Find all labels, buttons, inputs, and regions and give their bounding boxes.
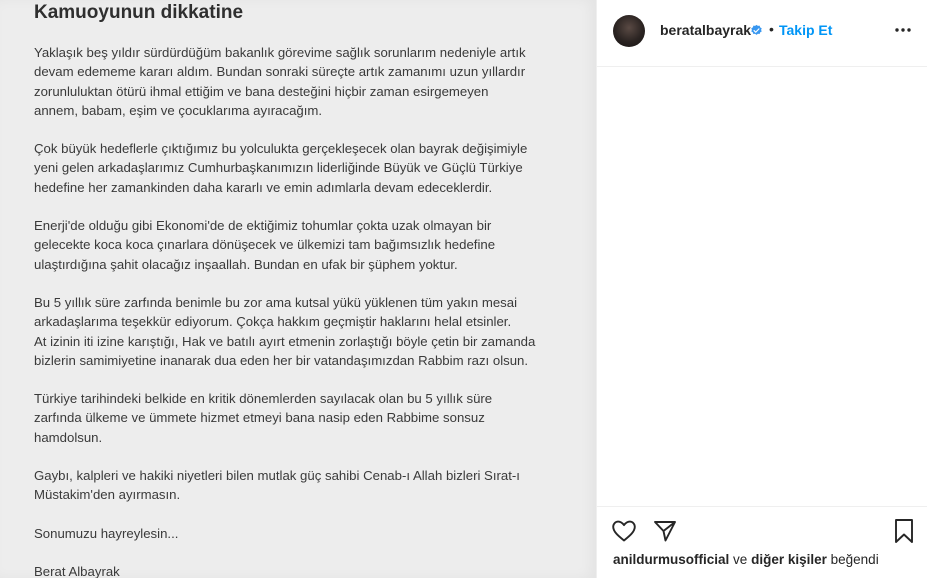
statement-line: arkadaşlarıma teşekkür ediyorum. Çokça hakkım geçmiştir haklarını helal etsinler. xyxy=(34,314,512,330)
other-likers-link[interactable]: diğer kişiler xyxy=(751,552,827,567)
statement-line: devam edememe kararı aldım. Bundan sonraki süreçte artık zamanımı uzun yıllardır xyxy=(34,64,526,80)
statement-paragraph xyxy=(34,389,579,447)
avatar[interactable] xyxy=(613,15,645,47)
likes-connector: ve xyxy=(733,552,748,567)
post-actions xyxy=(597,506,927,579)
likes-summary xyxy=(613,552,879,567)
username-link[interactable]: beratalbayrak xyxy=(660,22,752,38)
statement-line: hedefine her zamankinden daha kararlı ve emin adımlarla devam edeceklerdir. xyxy=(34,179,493,195)
statement-line: annem, babam, eşim ve çocuklarıma ayıracağım. xyxy=(34,102,323,118)
statement-line: hamdolsun. xyxy=(34,429,103,445)
heart-icon[interactable] xyxy=(611,519,637,543)
likes-suffix: beğendi xyxy=(830,552,879,567)
statement-line: Gaybı, kalpleri ve hakiki niyetleri bilen mutlak güç sahibi Cenab-ı Allah bizleri Sırat-ı xyxy=(34,468,520,484)
statement-paragraph xyxy=(34,466,579,505)
paper-plane-icon[interactable] xyxy=(653,519,677,543)
post-sidebar xyxy=(596,0,927,578)
statement-paragraph xyxy=(34,43,579,120)
statement-paragraph xyxy=(34,216,579,274)
statement-line: Müstakim'den ayırmasın. xyxy=(34,487,181,503)
statement-line: Enerji'de olduğu gibi Ekonomi'de de ektiğimiz tohumlar çokta uzak olmayan bir xyxy=(34,218,492,234)
separator-dot: • xyxy=(769,21,774,37)
follow-button[interactable]: Takip Et xyxy=(779,22,833,38)
statement-title: Kamuoyunun dikkatine xyxy=(34,2,244,23)
statement-line: zorunluluktan ötürü ihmal ettiğim ve bana desteğini hiçbir zaman esirgemeyen xyxy=(34,83,489,99)
statement-line: Çok büyük hedeflerle çıktığımız bu yolculukta gerçekleşecek olan bayrak değişimiyle xyxy=(34,141,528,157)
liker-username-link[interactable]: anildurmusofficial xyxy=(613,552,730,567)
statement-line: ulaştırdığına şahit olacağız inşaallah. Bundan en ufak bir şüphem yoktur. xyxy=(34,256,458,272)
statement-line: bizlerin samimiyetine inanarak dua eden her bir vatandaşımızdan Rabbim razı olsun. xyxy=(34,352,529,368)
statement-paragraph xyxy=(34,139,579,197)
more-options-icon[interactable] xyxy=(893,22,913,38)
statement-line: Türkiye tarihindeki belkide en kritik dönemlerden sayılacak olan bu 5 yıllık süre xyxy=(34,391,493,407)
statement-line: Bu 5 yıllık süre zarfında benimle bu zor ama kutsal yükü yüklenen tüm yakın mesai xyxy=(34,294,518,310)
statement-line: Berat Albayrak xyxy=(34,563,120,578)
statement-paragraph xyxy=(34,524,579,543)
statement-body xyxy=(34,43,579,578)
post-header xyxy=(597,0,927,67)
statement-line: gelecekte koca koca çınarlara dönüşecek ve ülkemizi tam bağımsızlık hedefine xyxy=(34,237,496,253)
statement-paragraph xyxy=(34,562,579,578)
verified-badge-icon xyxy=(750,24,763,37)
statement-paragraph xyxy=(34,293,579,370)
statement-line: zarfında ülkeme ve ümmete hizmet etmeyi bana nasip eden Rabbime sonsuz xyxy=(34,410,485,426)
statement-line: At izinin iti izine karıştığı, Hak ve batılı ayırt etmenin zorlaştığı böyle çetin bir zamanda xyxy=(34,333,536,349)
statement-line: Sonumuzu hayreylesin... xyxy=(34,525,179,541)
bookmark-icon[interactable] xyxy=(894,518,914,544)
statement-line: yeni gelen arkadaşlarımız Cumhurbaşkanımızın liderliğinde Büyük ve Güçlü Türkiye xyxy=(34,160,523,176)
statement-line: Yaklaşık beş yıldır sürdürdüğüm bakanlık görevime sağlık sorunlarım nedeniyle artık xyxy=(34,45,526,60)
